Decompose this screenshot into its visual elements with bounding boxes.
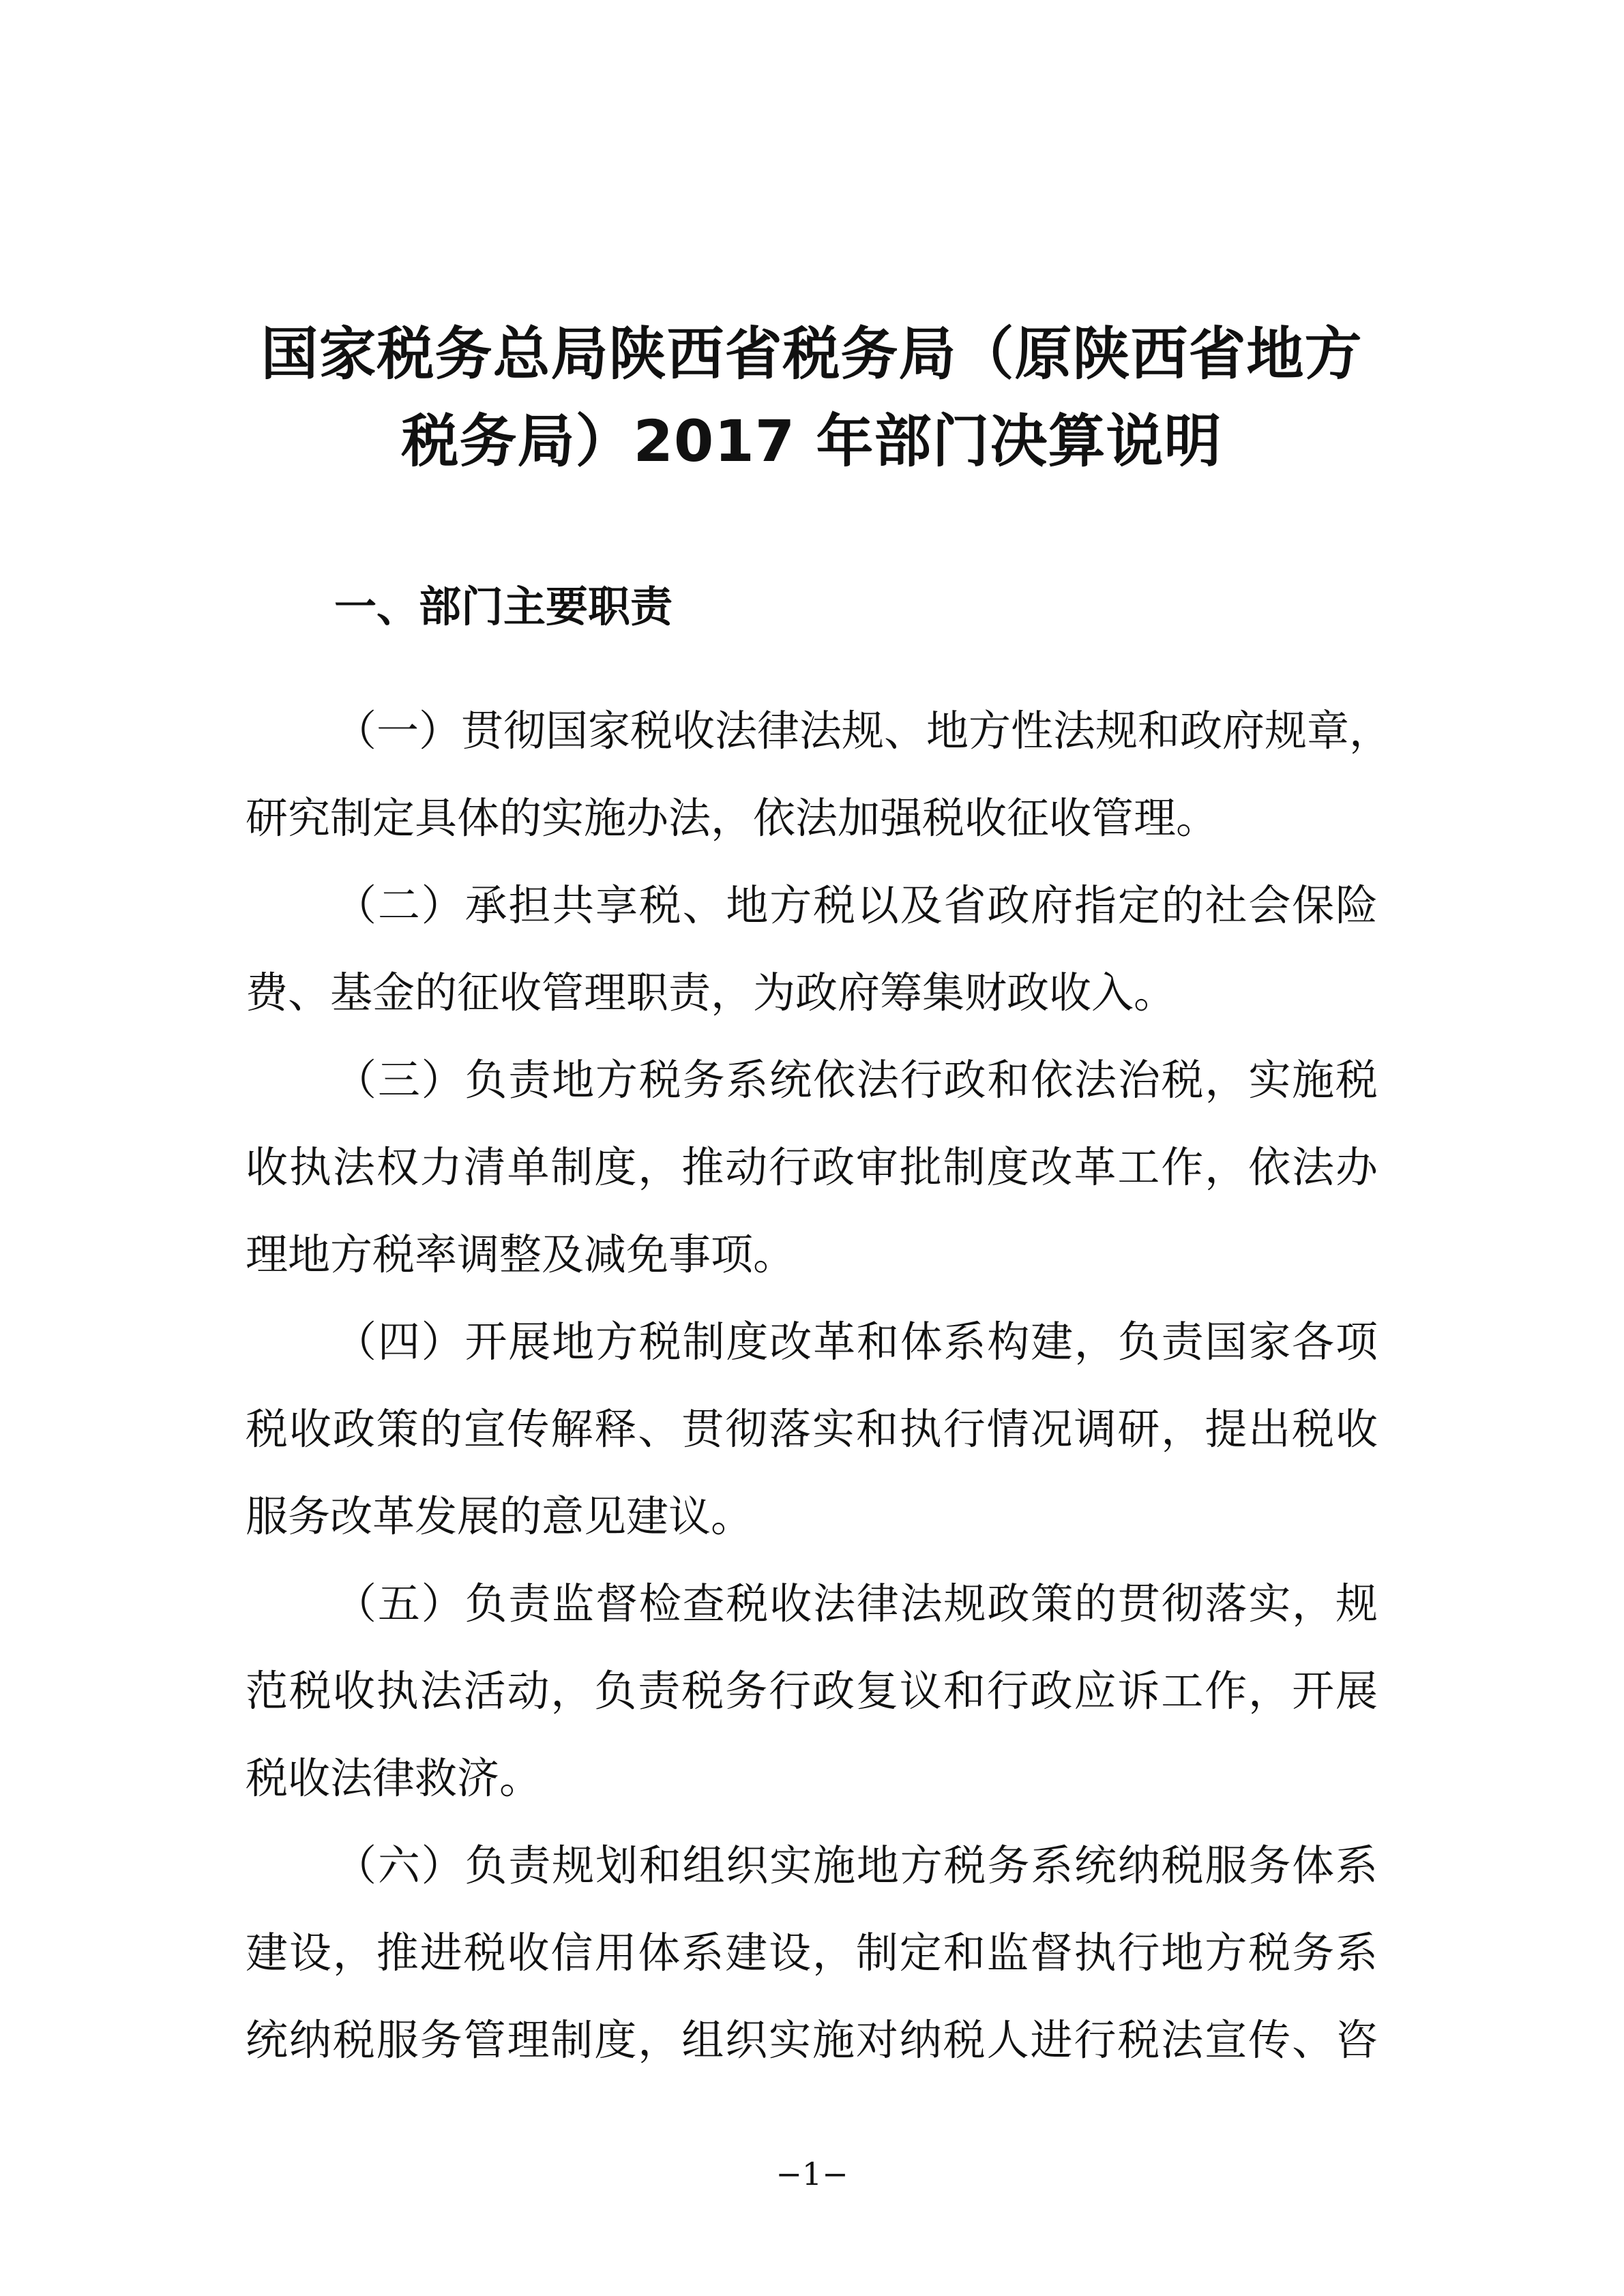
paragraph-line: （三）负责地方税务系统依法行政和依法治税，实施税 <box>334 1055 1378 1105</box>
paragraph-line: （一）贯彻国家税收法律法规、地方性法规和政府规章， <box>334 706 1392 756</box>
paragraph-4 <box>246 1298 1378 1560</box>
paragraph-line: 统纳税服务管理制度，组织实施对纳税人进行税法宣传、咨 <box>246 2015 1378 2065</box>
paragraph-3 <box>246 1037 1378 1298</box>
title-line-2: 税务局）2017 年部门决算说明 <box>401 408 1222 475</box>
paragraph-line: 理地方税率调整及减免事项。 <box>246 1229 796 1279</box>
paragraph-line: （六）负责规划和组织实施地方税务系统纳税服务体系 <box>334 1840 1378 1890</box>
paragraph-6 <box>246 1822 1378 2084</box>
paragraph-line: （五）负责监督检查税收法律法规政策的贯彻落实，规 <box>334 1579 1378 1628</box>
section-heading: 一、部门主要职责 <box>334 582 673 631</box>
page-number: −1− <box>776 2156 848 2192</box>
paragraph-line: （二）承担共享税、地方税以及省政府指定的社会保险 <box>334 880 1378 930</box>
paragraph-line: 研究制定具体的实施办法，依法加强税收征收管理。 <box>246 793 1219 843</box>
paragraph-line: 建设，推进税收信用体系建设，制定和监督执行地方税务系 <box>246 1928 1378 1978</box>
paragraph-line: 服务改革发展的意见建议。 <box>246 1491 754 1541</box>
paragraph-line: 费、基金的征收管理职责，为政府筹集财政收入。 <box>246 968 1177 1017</box>
title-line-1: 国家税务总局陕西省税务局（原陕西省地方 <box>261 320 1363 387</box>
paragraph-line: 税收政策的宣传解释、贯彻落实和执行情况调研，提出税收 <box>246 1404 1378 1454</box>
paragraph-line: 范税收执法活动，负责税务行政复议和行政应诉工作，开展 <box>246 1666 1378 1716</box>
paragraph-line: 收执法权力清单制度，推动行政审批制度改革工作，依法办 <box>246 1142 1378 1192</box>
paragraph-2 <box>246 862 1378 1037</box>
document-title <box>225 310 1398 485</box>
document-body <box>246 687 1392 2084</box>
paragraph-5 <box>246 1560 1378 1822</box>
paragraph-line: （四）开展地方税制度改革和体系构建，负责国家各项 <box>334 1317 1378 1367</box>
paragraph-1 <box>246 687 1392 862</box>
paragraph-line: 税收法律救济。 <box>246 1753 542 1803</box>
